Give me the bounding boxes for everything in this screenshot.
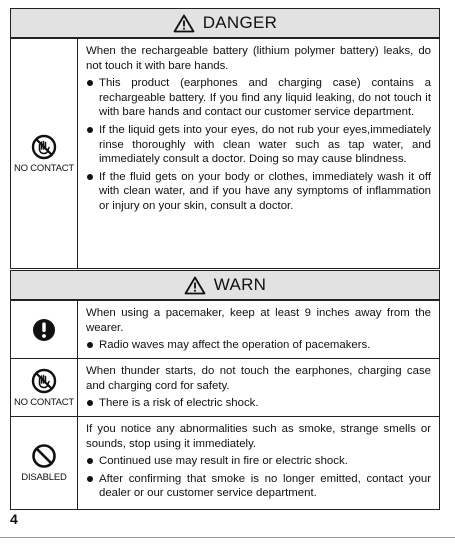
exclamation-circle-icon <box>32 318 56 342</box>
danger-box <box>10 8 440 269</box>
danger-title: DANGER <box>202 13 278 32</box>
no-contact-caption: NO CONTACT <box>13 396 75 408</box>
danger-text <box>78 39 439 268</box>
danger-intro: When the rechargeable battery (lithium polymer battery) leaks, do not touch it with bare hands. <box>86 45 431 72</box>
page-number: 4 <box>10 511 18 527</box>
pacemaker-intro: When using a pacemaker, keep at least 9 inches away from the wearer. <box>86 307 431 334</box>
list-item: This product (earphones and charging case) contains a rechargeable battery. If you find any liquid leaking, do not touch it with bare hands and contact our customer service department. <box>86 76 431 120</box>
disabled-caption: DISABLED <box>21 472 67 483</box>
warn-header <box>11 271 439 300</box>
danger-bullets <box>86 76 431 213</box>
danger-header <box>11 9 439 38</box>
danger-row <box>11 38 439 268</box>
list-item: Continued use may result in fire or electric shock. <box>86 454 431 469</box>
warn-box <box>10 270 440 510</box>
warn-row-abnormal <box>11 416 439 509</box>
prohibited-circle-icon <box>31 443 57 469</box>
list-item: There is a risk of electric shock. <box>86 396 431 411</box>
warn-row-thunder <box>11 358 439 416</box>
no-contact-hand-icon <box>31 368 57 394</box>
no-contact-hand-icon <box>31 134 57 160</box>
warn-title: WARN <box>213 275 267 294</box>
abnormal-bullets <box>86 454 431 501</box>
thunder-intro: When thunder starts, do not touch the earphones, charging case and charging cord for safety. <box>86 365 431 392</box>
pacemaker-bullets <box>86 338 431 353</box>
list-item: After confirming that smoke is no longer emitted, contact your dealer or our customer service department. <box>86 472 431 501</box>
thunder-bullets <box>86 396 431 411</box>
abnormal-text <box>78 417 439 509</box>
pacemaker-icon-cell <box>11 301 78 358</box>
footer-divider <box>0 537 455 538</box>
warning-triangle-icon <box>173 14 195 33</box>
thunder-icon-cell <box>11 359 78 416</box>
thunder-text <box>78 359 439 416</box>
danger-icon-cell <box>11 39 78 268</box>
list-item: If the liquid gets into your eyes, do not rub your eyes,immediately rinse thoroughly with clean water such as tap water, and immediately consult a doctor. Doing so may cause blindness. <box>86 123 431 167</box>
warn-row-pacemaker <box>11 300 439 358</box>
abnormal-intro: If you notice any abnormalities such as smoke, strange smells or sounds, stop using it immediately. <box>86 423 431 450</box>
list-item: Radio waves may affect the operation of pacemakers. <box>86 338 431 353</box>
no-contact-caption: NO CONTACT <box>13 162 75 174</box>
pacemaker-text <box>78 301 439 358</box>
warning-triangle-icon <box>184 276 206 295</box>
list-item: If the fluid gets on your body or clothes, immediately wash it off with clean water, and if you have any symptoms of inflammation or injury on your skin, consult a doctor. <box>86 170 431 214</box>
abnormal-icon-cell <box>11 417 78 509</box>
